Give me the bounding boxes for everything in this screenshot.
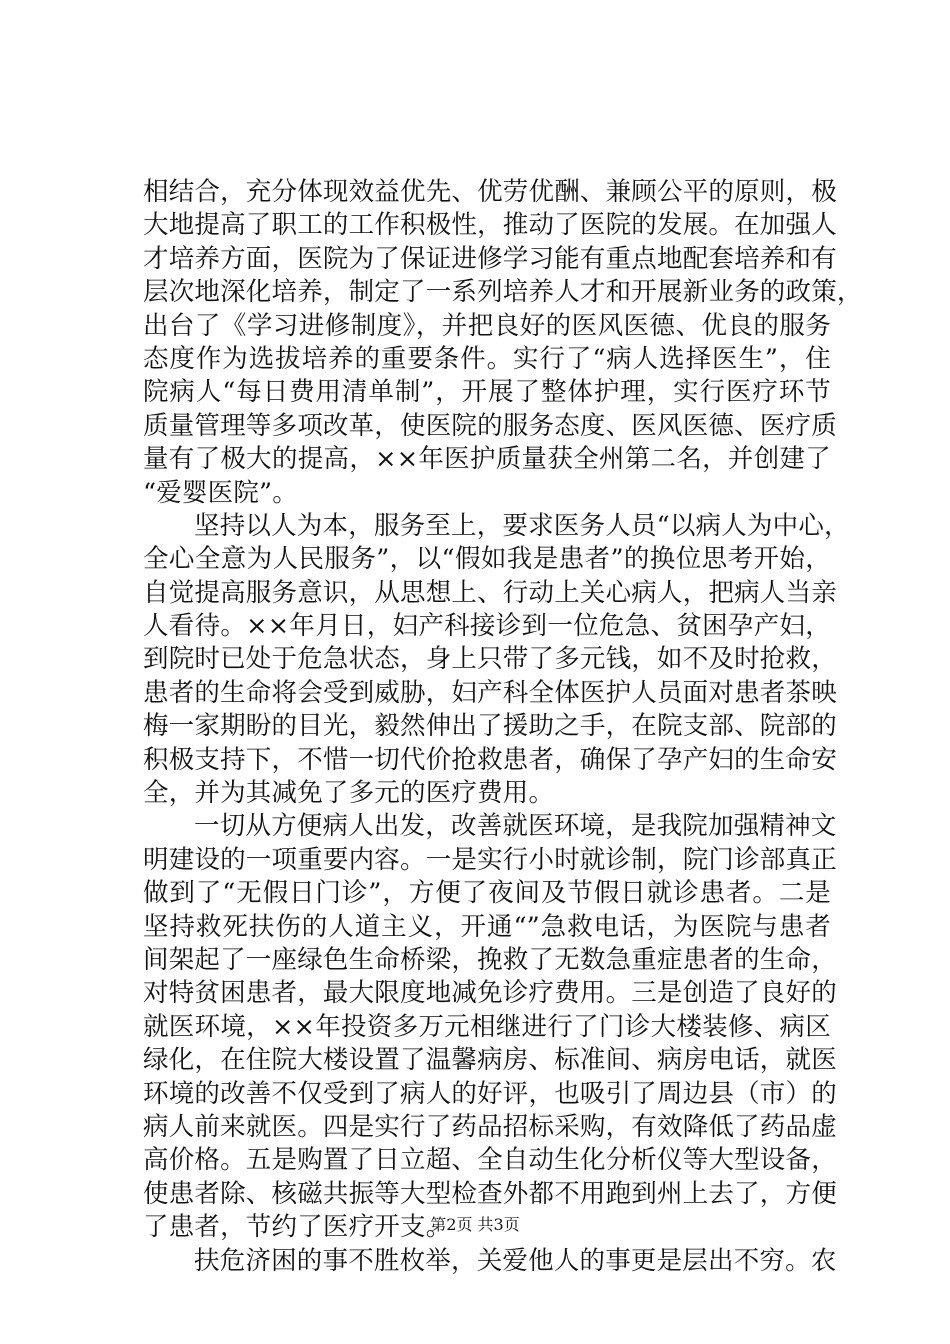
text-line: 人看待。××年月日，妇产科接诊到一位危急、贫困孕产妇，	[143, 611, 831, 642]
text-line: 院病人“每日费用清单制”，开展了整体护理，实行医疗环节	[143, 377, 831, 408]
page-footer: 第2页 共3页	[430, 1215, 520, 1234]
text-line: 到院时已处于危急状态，身上只带了多元钱，如不及时抢救，	[143, 644, 837, 675]
text-line: 坚持救死扶伤的人道主义，开通“”急救电话，为医院与患者	[143, 911, 831, 942]
text-line: 使患者除、核磁共振等大型检查外都不用跑到州上去了，方便	[143, 1178, 837, 1209]
text-line: 自觉提高服务意识，从思想上、行动上关心病人，把病人当亲	[143, 577, 837, 608]
text-line: 病人前来就医。四是实行了药品招标采购，有效降低了药品虚	[143, 1111, 837, 1142]
text-line: 明建设的一项重要内容。一是实行小时就诊制，院门诊部真正	[143, 844, 837, 875]
text-line: 间架起了一座绿色生命桥梁，挽救了无数急重症患者的生命，	[143, 944, 837, 975]
paragraph-first-line: 一切从方便病人出发，改善就医环境，是我院加强精神文	[194, 811, 837, 842]
text-line: 全，并为其减免了多元的医疗费用。	[143, 778, 555, 809]
text-line: 高价格。五是购置了日立超、全自动生化分析仪等大型设备，	[143, 1145, 837, 1176]
text-line: 绿化，在住院大楼设置了温馨病房、标准间、病房电话，就医	[143, 1045, 837, 1076]
text-line: 全心全意为人民服务”，以“假如我是患者”的换位思考开始，	[143, 544, 831, 575]
text-line: 了患者，节约了医疗开支。	[143, 1212, 452, 1243]
text-line: 患者的生命将会受到威胁，妇产科全体医护人员面对患者茶映	[143, 677, 837, 708]
text-line: 层次地深化培养，制定了一系列培养人才和开展新业务的政策，	[143, 277, 863, 308]
text-line: 态度作为选拔培养的重要条件。实行了“病人选择医生”，住	[143, 343, 831, 374]
text-line: 才培养方面，医院为了保证进修学习能有重点地配套培养和有	[143, 243, 837, 274]
text-line: 梅一家期盼的目光，毅然伸出了援助之手，在院支部、院部的	[143, 711, 837, 742]
text-line: 就医环境，××年投资多万元相继进行了门诊大楼装修、病区	[143, 1011, 831, 1042]
text-line: 环境的改善不仅受到了病人的好评，也吸引了周边县（市）的	[143, 1078, 837, 1109]
paragraph-first-line: 坚持以人为本，服务至上，要求医务人员“以病人为中心，	[194, 510, 850, 541]
text-line: 相结合，充分体现效益优先、优劳优酬、兼顾公平的原则，极	[143, 177, 837, 207]
text-line: 量有了极大的提高，××年医护质量获全州第二名，并创建了	[143, 444, 831, 475]
paragraph-first-line: 扶危济困的事不胜枚举，关爱他人的事更是层出不穷。农	[194, 1245, 837, 1276]
text-line: “爱婴医院”。	[143, 477, 298, 508]
text-line: 积极支持下，不惜一切代价抢救患者，确保了孕产妇的生命安	[143, 744, 837, 775]
body-text	[143, 176, 863, 1278]
text-line: 质量管理等多项改革，使医院的服务态度、医风医德、医疗质	[143, 410, 837, 441]
text-line: 出台了《学习进修制度》，并把良好的医风医德、优良的服务	[143, 310, 831, 341]
text-line: 对特贫困患者，最大限度地减免诊疗费用。三是创造了良好的	[143, 978, 837, 1009]
text-line: 做到了“无假日门诊”，方便了夜间及节假日就诊患者。二是	[143, 878, 831, 909]
text-line: 大地提高了职工的工作积极性，推动了医院的发展。在加强人	[143, 210, 837, 241]
